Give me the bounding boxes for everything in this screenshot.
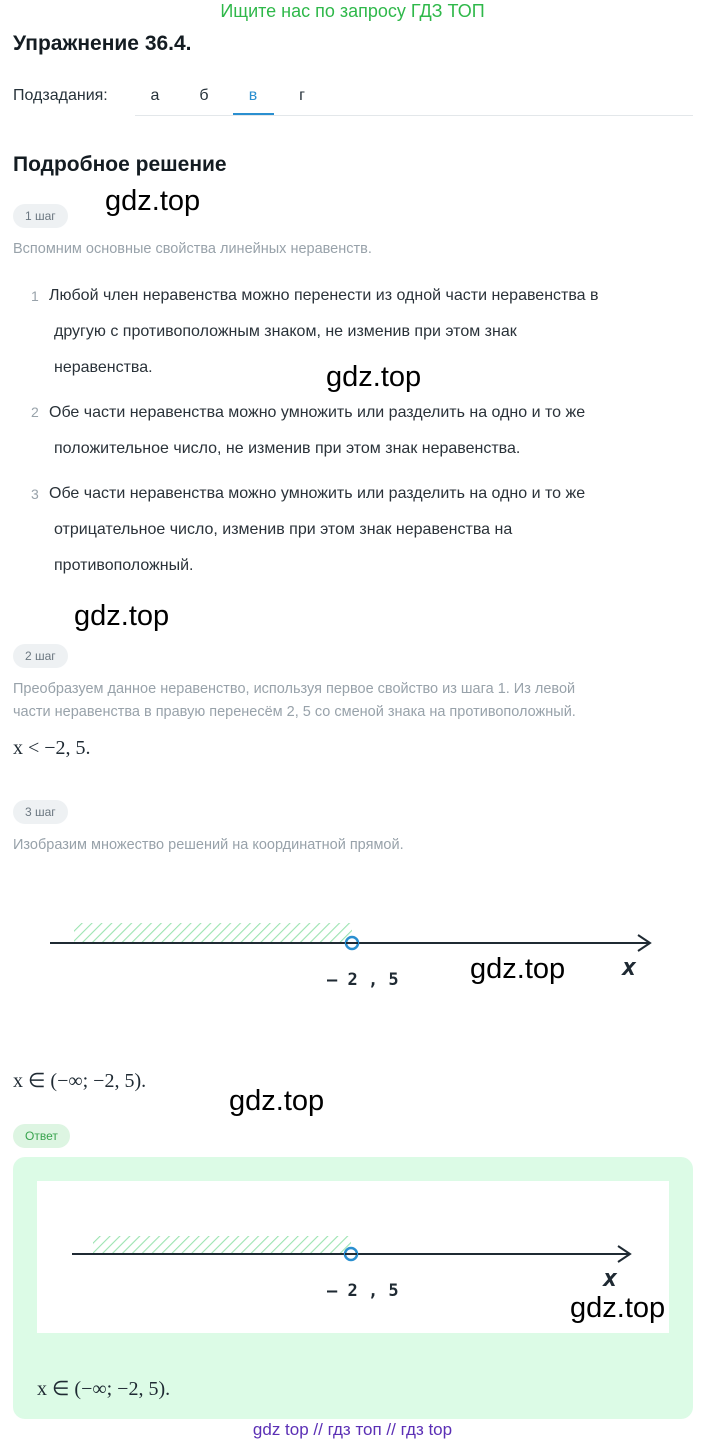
step3-pill: 3 шаг	[13, 800, 68, 824]
axis-variable: x	[622, 953, 637, 981]
list-item-number: 3	[31, 486, 39, 502]
step2-inequality: x < −2, 5.	[13, 737, 91, 759]
watermark: gdz.top	[229, 1085, 325, 1117]
point-label: – 2 , 5	[327, 970, 399, 990]
list-item-line: отрицательное число, изменив при этом знак неравенства на	[54, 521, 513, 538]
step2-text-line1: Преобразуем данное неравенство, используя первое свойство из шага 1. Из левой	[13, 681, 576, 697]
tab-b[interactable]: б	[199, 87, 209, 104]
watermark: gdz.top	[470, 953, 566, 985]
active-tab-indicator	[233, 113, 274, 115]
step3-solution-set: x ∈ (−∞; −2, 5).	[13, 1070, 147, 1092]
solution-hatch	[74, 923, 352, 943]
list-item-number: 2	[31, 404, 39, 420]
list-item-line: другую с противоположным знаком, не изменив при этом знак	[54, 323, 517, 340]
footer-links[interactable]: gdz top // гдз топ // гдз top	[252, 1420, 453, 1439]
step1-intro: Вспомним основные свойства линейных неравенств.	[13, 241, 372, 257]
search-banner[interactable]: Ищите нас по запросу ГДЗ ТОП	[220, 1, 485, 21]
tab-a[interactable]: а	[150, 87, 160, 104]
list-item-line: противоположный.	[54, 557, 194, 574]
page-title: Упражнение 36.4.	[13, 32, 192, 55]
step3-text: Изобразим множество решений на координатной прямой.	[13, 837, 404, 853]
tabs-divider	[135, 115, 693, 116]
list-item-line: Любой член неравенства можно перенести из одной части неравенства в	[49, 287, 599, 304]
point-label: – 2 , 5	[327, 1281, 399, 1301]
list-item-line: Обе части неравенства можно умножить или разделить на одно и то же	[49, 485, 586, 502]
list-item-line: Обе части неравенства можно умножить или разделить на одно и то же	[49, 404, 586, 421]
tab-g[interactable]: г	[299, 87, 305, 104]
solution-hatch	[93, 1236, 351, 1254]
axis-variable: x	[603, 1264, 618, 1292]
watermark: gdz.top	[74, 600, 170, 632]
step2-pill: 2 шаг	[13, 644, 68, 668]
list-item-number: 1	[31, 288, 39, 304]
tab-v[interactable]: в	[248, 87, 258, 104]
solution-heading: Подробное решение	[13, 153, 227, 176]
answer-solution-set: x ∈ (−∞; −2, 5).	[37, 1378, 171, 1400]
watermark: gdz.top	[105, 185, 201, 217]
watermark: gdz.top	[326, 361, 422, 393]
list-item-line: положительное число, не изменив при этом знак неравенства.	[54, 440, 521, 457]
answer-pill: Ответ	[13, 1124, 70, 1148]
step2-text-line2: части неравенства в правую перенесём 2, 5 со сменой знака на противоположный.	[13, 704, 576, 720]
subtasks-label: Подзадания:	[13, 87, 108, 104]
number-line-diagram	[40, 905, 670, 995]
step1-pill: 1 шаг	[13, 204, 68, 228]
watermark: gdz.top	[570, 1292, 666, 1324]
list-item-line: неравенства.	[54, 359, 153, 376]
